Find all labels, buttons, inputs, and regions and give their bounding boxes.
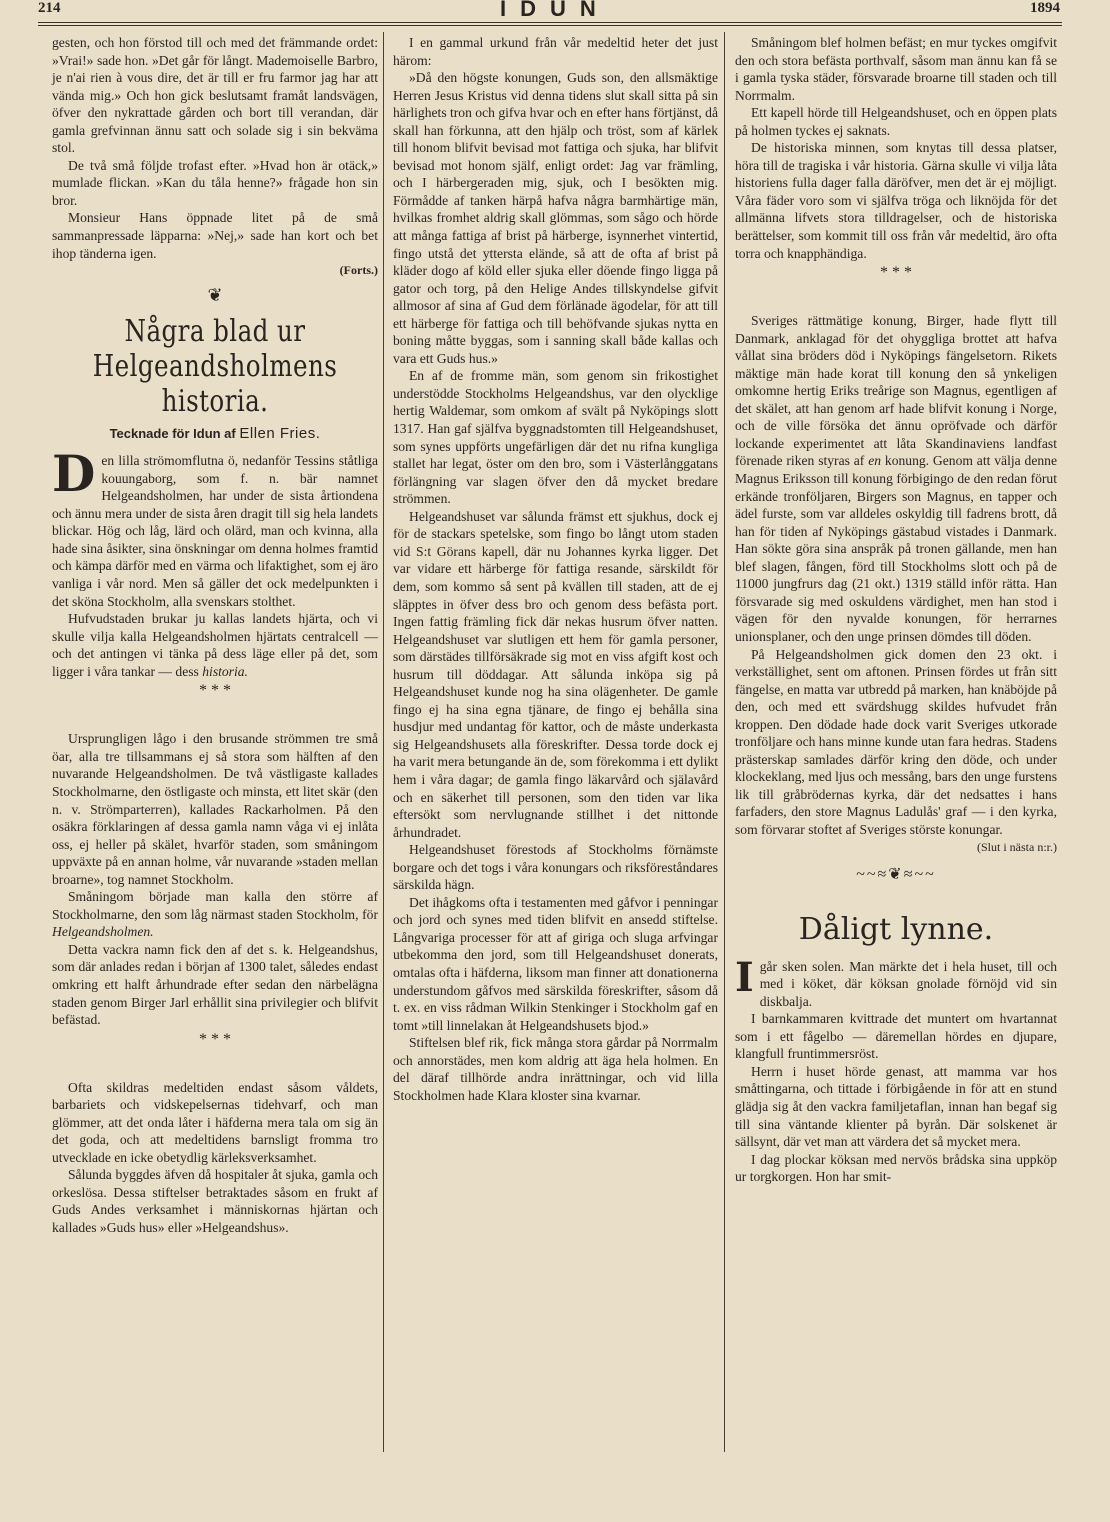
continued-note: (Slut i nästa n:r.) (977, 839, 1057, 854)
paragraph-text: Sveriges rättmätige konung, Birger, hade flytt till Danmark, anklagad för det ohyggliga brottet att hafva vållat sina bröders död i Nyköpings fängelsetorn. Rikets mäktige män hade korat till konung den så ynkeligen omkomne hertig Eriks treårige son Magnus, egentligen af det skälet, att han genom arf hade blifvit konung i Norge, och de ville försöka det ännu opröfvade och därför lockande experimentet att låta Skandinaviens landfast förenade riken styras af (735, 313, 1057, 469)
column-divider-2 (724, 32, 725, 1452)
drop-cap: D (52, 444, 96, 504)
byline (52, 425, 378, 443)
byline-author: Ellen Fries. (239, 424, 321, 442)
page-number: 214 (38, 0, 61, 16)
paragraph: Stiftelsen blef rik, fick många stora gårdar på Norrmalm och annorstädes, men kom aldrig att äga hela holmen. En del däraf tillhörde andra inrättningar, och vid lilla Stockholmen hade Klara kloster sina kvarnar. (393, 1035, 718, 1103)
paragraph: Detta vackra namn fick den af det s. k. Helgeandshus, som där anlades redan i början af 1300 talet, således endast omkring ett halft århundrade efter sedan den närbelägna staden genom Birger Jarl erhållit sina privilegier och blifvit befästad. (52, 941, 378, 1028)
paragraph: I barnkammaren kvittrade det muntert om hvartannat som i ett fågelbo — däremellan hördes en djupare, klangfull fruntimmersröst. (735, 1011, 1057, 1062)
paragraph: Monsieur Hans öppnade litet på de små sammanpressade läpparna: »Nej,» sade han kort och bet ihop tänderna igen. (52, 210, 378, 261)
section-break-stars: * * * (880, 264, 912, 282)
emphasis: en (868, 453, 882, 469)
section-break-stars: * * * (199, 1030, 231, 1048)
continued-note: (Forts.) (339, 263, 378, 278)
paragraph-text: Hufvudstaden brukar ju kallas landets hjärta, och vi skulle vilja kalla Helgeandsholmen hjärtats centralcell — och det antingen vi tänka på dess läge eller på det, som ligger i våra tankar — dess (52, 611, 378, 679)
paragraph: Ett kapell hörde till Helgeandshuset, och en öppen plats på holmen tyckes ej saknats. (735, 105, 1057, 138)
byline-prefix: Tecknade för Idun af (109, 425, 236, 441)
paragraph: Ursprungligen lågo i den brusande strömmen tre små öar, alla tre tillsammans ej så stora som hälften af den nuvarande Helgeandsholmen. De två västligaste kallades Stockholmarne, den östligaste och minsta, ett litet skär (den n. v. Strömparterren), kallades Rackarholmen. På den osäkra förklaringen af dessa gamla namn våga vi ej inlåta oss, ej heller på skälet, hvarför staden, som småningom uppväxte på en annan holme, vår nuvarande »staden mellan broarne», tog namnet Stockholm. (52, 731, 378, 887)
paragraph: Helgeandshuset förestods af Stockholms förnämste borgare och det togs i våra konungars och riksföreståndares särskilda hägn. (393, 842, 718, 893)
paragraph: I dag plockar köksan med nervös brådska sina uppköp ur torgkorgen. Hon har smit- (735, 1151, 1057, 1185)
paragraph: Det ihågkoms ofta i testamenten med gåfvor i penningar och jord och synes med tiden blifvit en ansedd stiftelse. Långvariga processer för att af giriga och sluga arfvingar utbekomma den jord, som till Helgeandshuset donerats, omtalas ofta i häfderna, liksom man finner att donationerna understundom gåfvos med särskilda föreskrifter, såsom då t. ex. en viss rådman Wilkin Stenkinger i Stockholm gaf en tomt »till linnelakan åt Helgeandshusets bjod.» (393, 894, 718, 1033)
paragraph: Småningom blef holmen befäst; en mur tyckes omgifvit den och stora befästa porthvalf, såsom man ännu kan få se i gamla tyska städer, försvarade broarne till staden och till Norrmalm. (735, 35, 1057, 103)
paragraph: I en gammal urkund från vår medeltid heter det just härom: (393, 35, 718, 68)
paragraph-text: konung. Genom att välja denne Magnus Eriksson till konung förbigingo de den redan förut erkände tronföljaren, Birgers son Magnus, en tapper och ädel furste, som var alldeles oskyldig till fadrens brott, då han för tiden af Nyköpings gästabud vistades i Danmark. Han sökte göra sina anspråk på tronen gällande, men han blef slagen, fången, förd till Stockholms slott och på de 11000 jungfrurs dag (21 okt.) 1319 ställd inför rätta. Han försvarade sig med oskuldens värdighet, men han stod i vägen för den nyvalde konungen, för herrarnes unionsplaner, och den unge prinsen dömdes till döden. (735, 453, 1057, 644)
column-2 (393, 34, 718, 1104)
paragraph: En af de fromme män, som genom sin frikostighet understödde Stockholms Helgeandshus, var den olycklige hertig Waldemar, som omkom af svält på Nyköpings slott 1317. Han gaf själfva byggnadstomten till Helgeandshuset, som synes uppförts ungefärligen där det nu rifna kungliga stallet har legat, öster om den bro, som i Västerlånggatans förlängning var slagen öfver den då mycket bredare strömmen. (393, 368, 718, 507)
header-rule (38, 22, 1062, 23)
column-3 (735, 34, 1057, 1186)
emphasis: Helgeandsholmen. (52, 924, 154, 940)
header-rule-2 (38, 25, 1062, 26)
ornament-icon: ❦ (207, 284, 223, 305)
masthead: IDUN (500, 0, 610, 21)
paragraph: Sålunda byggdes äfven då hospitaler åt sjuka, gamla och orkeslösa. Dessa stiftelser betraktades såsom en frukt af Guds Andes verksamhet i människornas hjärtan och kallades »Guds hus» eller »Helgeandshus». (52, 1167, 378, 1235)
paragraph: På Helgeandsholmen gick domen den 23 okt. i verkställighet, sent om aftonen. Prinsen fördes ut från sitt fängelse, en matta var utbredd på marken, han knäböjde på den, och med ett svärdshugg skildes hufvudet från kroppen. Den dödade hade dock varit Sveriges utkorade tronföljare och hans minne kunde utan fara hedras. Stadens prästerskap samlades därför kring den döde, och under klockeklang, med ljus och messång, bars den unge furstens lik till gråbrödernas kyrka, där det nedsattes i hans farfaders, den store Magnus Ladulås' graf — i den kyrka, som förvarar stoftet af Sveriges störste konungar. (735, 646, 1057, 837)
article-title: Några blad ur Helgeandsholmens historia. (92, 313, 338, 419)
paragraph (52, 444, 378, 610)
paragraph: »Då den högste konungen, Guds son, den allsmäktige Herren Jesus Kristus vid denna tidens slut skall sitta på sin härlighets tron och gifva hvar och en efter hans förtjänst, då skall han förkunna, att den hjälp och tröst, som af kärlek till honom blifvit bevisad mot fattiga och sjuka, har blifvit bevisad mot honom själf, enligt ordet: Jag var främling, och I härbergeraden mig, sjuk, och I besökten mig. Förmådde af tanken härpå hafva några barmhärtige män, hvilkas fromhet aldrig skall glömmas, som sågo och hörde att många fattiga af brist på härberge, isynnerhet vintertid, fingo utstå det yttersta elände, så att de ofta af brist på kläder dogo af köld eller sjuka eller döende fingo ligga på gator och torg, på den Helige Andes tillskyndelse gifvit allmosor af sina af Gud dem förlänade ägodelar, för att till ett härberge för fattiga och till behöfvande sjukas nytta en boning måtte byggas, som i sanning skall både kallas och vara ett Guds hus.» (393, 70, 719, 366)
column-divider-1 (383, 32, 384, 1452)
paragraph: Herrn i huset hörde genast, att mamma var hos småttingarna, och tittade i förbigående in för att en stund glädja sig åt den vackra familjetaflan, innan han begaf sig till sina väntande klienter på byrån. Där solskenet är sällsynt, där vet man att värdera det så mycket mera. (735, 1063, 1057, 1150)
paragraph: De två små följde trofast efter. »Hvad hon är otäck,» mumlade flickan. »Kan du tåla henne?» frågade hon sin bror. (52, 157, 378, 208)
paragraph: Helgeandshuset var sålunda främst ett sjukhus, dock ej för de stackars spetelske, som fingo bo långt utom staden vid S:t Görans kapell, där nu Johannes kyrka ligger. Det var vidare ett härberge för fattiga resande, särskildt för dem, som kommo så sent på kvällen till staden, att de ej släpptes in öfver dess bro och genom dess befästa port. Ingen fattig främling fick där nekas husrum öfver natten. Helgeandshuset var slutligen ett hem för gamla personer, som därstädes tillförsäkrade sig mot en viss afgift kost och husrum till döddagar. Att sålunda inköpa sig på Helgeandshuset kunde nog ha sina olägenheter. De gamle fingo ej ha sina egna tjänare, de fingo ej behålla sina husdjur med undantag för kattor, och de måste underkasta sig Helgeandshusets alla föreskrifter. Dessa torde dock ej ha varit mera betungande än de, som förekomma i ett dylikt hem i våra dagar; de gamla fingo läkarvård och själavård och en säkerhet till personen, som den tiden var lika eftersökt som nervlugnande stillhet i det nittonde århundradet. (393, 508, 719, 840)
section-break-stars: * * * (199, 682, 231, 700)
paragraph-text: Småningom började man kalla den större af Stockholmarne, den som låg närmast staden Stockholm, för (52, 889, 378, 922)
paragraph (52, 888, 378, 941)
drop-cap: I (735, 953, 754, 1001)
paragraph: Ofta skildras medeltiden endast såsom våldets, barbariets och vidskepelsernas tidehvarf, och man glömmer, att det onda låter i häfderna mera tala om sig än det goda, och att medeltidens barnsligt fromma tro utvecklade en icke obetydlig kärleksverksamhet. (52, 1079, 378, 1165)
paragraph-text: går sken solen. Man märkte det i hela huset, till och med i köket, där köksan gnolade förnöjd vid sin diskbalja. (759, 958, 1057, 1009)
paragraph (735, 312, 1057, 645)
ornament-icon: ~~≈❦≈~~ (856, 866, 936, 884)
page-header (0, 0, 1110, 22)
emphasis: historia. (202, 663, 248, 679)
article-title: Dåligt lynne. (798, 911, 994, 947)
paragraph: De historiska minnen, som knytas till dessa platser, höra till de tragiska i vår historia. Gärna skulle vi vilja låta historiens fulla dager falla däröfver, men det är ej möjligt. Våra fäder voro som vi själfva tröga och liknöjda för det allmänna lifvets stora tilldragelser, och de historiska berättelser, som kommit till oss från vår medeltid, äro ofta torra och knapphändiga. (735, 140, 1057, 261)
paragraph (735, 953, 1057, 1011)
paragraph (52, 610, 378, 680)
paragraph-text: en lilla strömomflutna ö, nedanför Tessins ståtliga kouungaborg, som f. n. bär namnet Helgeandsholmen, har under de sista årtiondena och ännu mera under de sista åren dragit till sig hela landets blickar. Hög och låg, lärd och olärd, man och kvinna, alla hade sina åsikter, sina önskningar om denna holmes framtid och kämpa därför med en värma och lifaktighet, som ej äro vanliga i vår nord. Men så gäller det ock medelpunkten i det sköna Stockholm, alla svenskars stolthet. (52, 453, 378, 609)
paragraph: gesten, och hon förstod till och med det främmande ordet: »Vrai!» sade hon. »Det går för långt. Mademoiselle Barbro, je n'ai rien à vous dire, det är till er fru farmor jag har att vända mig.» Och hon gick beslutsamt framåt landsvägen, öfver den nykrattade gården och bort till verandan, där gamla grefvinnan ännu satt och solade sig i sin bekväma stol. (52, 35, 378, 156)
column-1 (52, 34, 378, 1237)
issue-year: 1894 (1030, 0, 1060, 16)
